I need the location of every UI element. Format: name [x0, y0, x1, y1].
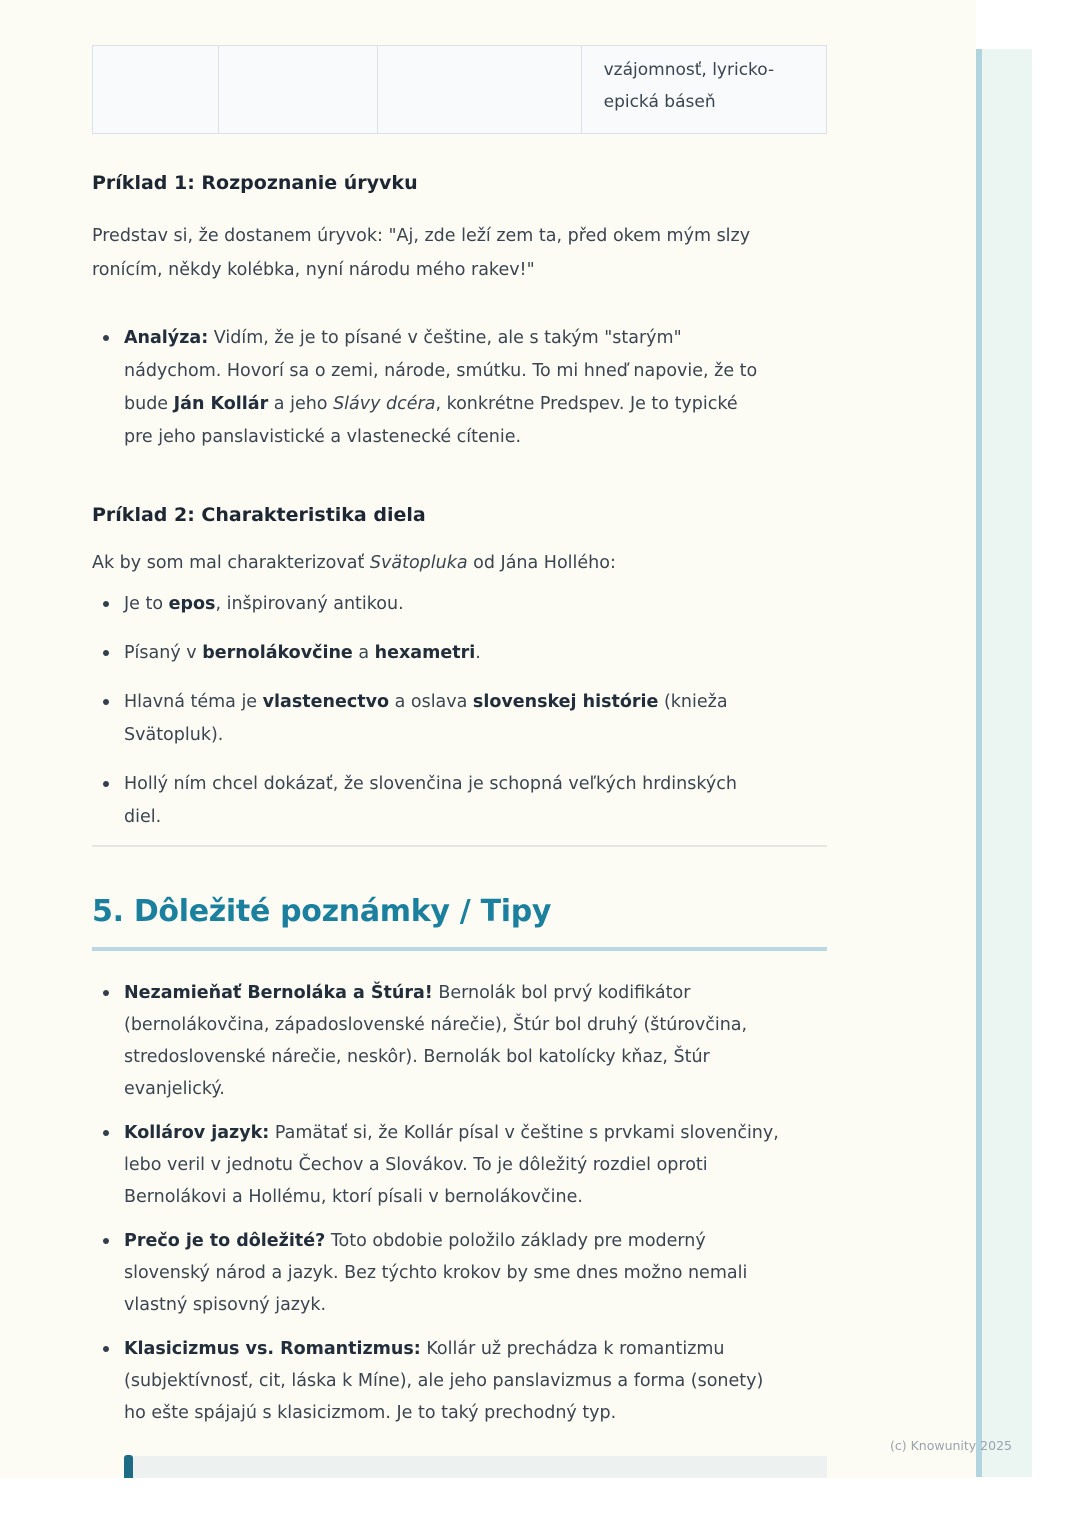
text-line [124, 322, 814, 355]
text-segment: Slávy dcéra [333, 394, 436, 414]
list-item-text [124, 1225, 814, 1321]
list-item [92, 322, 814, 454]
text-segment: a [352, 643, 375, 663]
list-item [92, 1117, 814, 1213]
text-segment: Vidím, že je to písané v češtine, ale s takým "starým" [208, 328, 682, 348]
list-item [92, 1333, 814, 1429]
bullet-list-tips [92, 977, 814, 1441]
text-segment: Nezamieňať Bernoláka a Štúra! [124, 983, 433, 1003]
text-segment: Analýza: [124, 328, 209, 348]
text-line [92, 253, 827, 287]
text-segment: Hollý ním chcel dokázať, že slovenčina je schopná veľkých hrdinských [124, 774, 737, 794]
bullet-marker [103, 1130, 109, 1136]
text-segment: Svätopluk). [124, 725, 224, 745]
text-line [92, 546, 827, 580]
text-segment: a oslava [389, 692, 473, 712]
table-cell-2 [219, 46, 379, 133]
section-title-underline [92, 947, 827, 951]
list-item-text [124, 322, 814, 454]
text-line [124, 1181, 814, 1213]
text-segment: Ján Kollár [173, 394, 269, 414]
bullet-marker [103, 601, 109, 607]
text-line [124, 1009, 814, 1041]
bullet-marker [103, 699, 109, 705]
text-line [124, 1257, 814, 1289]
text-line [604, 86, 816, 118]
text-segment: epos [168, 594, 216, 614]
next-page-edge-strip [976, 49, 1032, 1477]
bullet-marker [103, 781, 109, 787]
list-item-text [124, 637, 814, 670]
text-segment: bernolákovčine [202, 643, 353, 663]
text-segment: Hlavná téma je [124, 692, 263, 712]
text-segment: pre jeho panslavistické a vlastenecké cítenie. [124, 427, 522, 447]
bullet-list-example-2 [92, 588, 814, 850]
text-segment: (bernolákovčina, západoslovenské nárečie), Štúr bol druhý (štúrovčina, [124, 1015, 748, 1035]
text-line [124, 1365, 814, 1397]
text-segment: stredoslovenské nárečie, neskôr). Bernolák bol katolícky kňaz, Štúr [124, 1047, 710, 1067]
text-segment: vzájomnosť, lyricko- [603, 60, 775, 80]
text-segment: Je to [124, 594, 169, 614]
text-line [124, 801, 814, 834]
text-line [124, 977, 814, 1009]
table-cell-3 [378, 46, 581, 133]
text-segment: Toto obdobie položilo základy pre moderný [325, 1231, 706, 1251]
section-divider [92, 845, 827, 847]
bullet-marker [103, 1346, 109, 1352]
text-segment: slovenský národ a jazyk. Bez týchto krokov by sme dnes možno nemali [124, 1263, 748, 1283]
text-segment: Prečo je to dôležité? [124, 1231, 326, 1251]
text-line [124, 719, 814, 752]
list-item-text [124, 768, 814, 834]
text-segment: nádychom. Hovorí sa o zemi, národe, smútku. To mi hneď napovie, že to [124, 361, 758, 381]
list-item [92, 588, 814, 621]
table-fragment [92, 45, 827, 134]
text-segment: Písaný v [124, 643, 203, 663]
text-segment: (subjektívnosť, cit, láska k Míne), ale jeho panslavizmus a forma (sonety) [124, 1371, 764, 1391]
text-line [124, 1117, 814, 1149]
text-line [92, 219, 827, 253]
text-segment: (knieža [658, 692, 728, 712]
copyright-watermark: (c) Knowunity 2025 [890, 1438, 1012, 1453]
text-segment: Predstav si, že dostanem úryvok: "Aj, zde leží zem ta, před okem mým slzy [92, 226, 751, 246]
text-segment: Bernolák bol prvý kodifikátor [432, 983, 691, 1003]
text-segment: Klasicizmus vs. Romantizmus: [124, 1339, 421, 1359]
heading-example-1: Príklad 1: Rozpoznanie úryvku [92, 172, 418, 194]
text-segment: , konkrétne Predspev. Je to typické [435, 394, 738, 414]
text-segment: a jeho [268, 394, 334, 414]
text-segment: ho ešte spájajú s klasicizmom. Je to taký prechodný typ. [124, 1403, 617, 1423]
text-segment: . [475, 643, 481, 663]
blockquote-fragment [124, 1456, 827, 1478]
table-cell-1 [93, 46, 219, 133]
list-item-text [124, 1333, 814, 1429]
text-line [124, 1289, 814, 1321]
bullet-marker [103, 650, 109, 656]
section-title-tips: 5. Dôležité poznámky / Tipy [92, 894, 552, 929]
text-segment: Pamätať si, že Kollár písal v češtine s prvkami slovenčiny, [269, 1123, 779, 1143]
text-segment: od Jána Hollého: [467, 553, 616, 573]
text-segment: epická báseň [603, 92, 716, 112]
text-segment: diel. [124, 807, 162, 827]
table-cell-4 [582, 46, 826, 133]
list-item [92, 1225, 814, 1321]
text-line [124, 1149, 814, 1181]
text-segment: vlastenectvo [262, 692, 390, 712]
text-segment: Kollárov jazyk: [124, 1123, 270, 1143]
text-segment: Svätopluka [369, 553, 468, 573]
list-item-text [124, 1117, 814, 1213]
paragraph-example-2 [92, 546, 827, 580]
blockquote-left-bar [124, 1455, 133, 1478]
text-line [124, 686, 814, 719]
text-segment: Bernolákovi a Hollému, ktorí písali v bernolákovčine. [124, 1187, 583, 1207]
list-item [92, 686, 814, 752]
bullet-marker [103, 335, 109, 341]
text-segment: bude [124, 394, 174, 414]
list-item-text [124, 977, 814, 1105]
bullet-marker [103, 1238, 109, 1244]
text-segment: slovenskej histórie [472, 692, 659, 712]
text-segment: hexametri [374, 643, 476, 663]
text-line [124, 355, 814, 388]
text-line [124, 388, 814, 421]
text-line [124, 637, 814, 670]
bullet-list-example-1 [92, 322, 814, 470]
text-line [604, 54, 816, 86]
heading-example-2: Príklad 2: Charakteristika diela [92, 504, 426, 526]
text-line [124, 1225, 814, 1257]
text-segment: ronícím, někdy kolébka, nyní národu mého rakev!" [92, 260, 535, 280]
list-item [92, 977, 814, 1105]
list-item-text [124, 588, 814, 621]
text-line [124, 421, 814, 454]
text-line [124, 1041, 814, 1073]
text-segment: vlastný spisovný jazyk. [124, 1295, 327, 1315]
bullet-marker [103, 990, 109, 996]
text-line [124, 588, 814, 621]
list-item [92, 768, 814, 834]
text-segment: , inšpirovaný antikou. [215, 594, 404, 614]
text-segment: lebo veril v jednotu Čechov a Slovákov. To je dôležitý rozdiel oproti [124, 1155, 708, 1175]
list-item-text [124, 686, 814, 752]
text-segment: evanjelický. [124, 1079, 225, 1099]
paragraph-example-1 [92, 219, 827, 287]
list-item [92, 637, 814, 670]
text-segment: Kollár už prechádza k romantizmu [420, 1339, 725, 1359]
text-line [124, 1333, 814, 1365]
text-line [124, 1073, 814, 1105]
text-line [124, 1397, 814, 1429]
text-segment: Ak by som mal charakterizovať [92, 553, 370, 573]
text-line [124, 768, 814, 801]
